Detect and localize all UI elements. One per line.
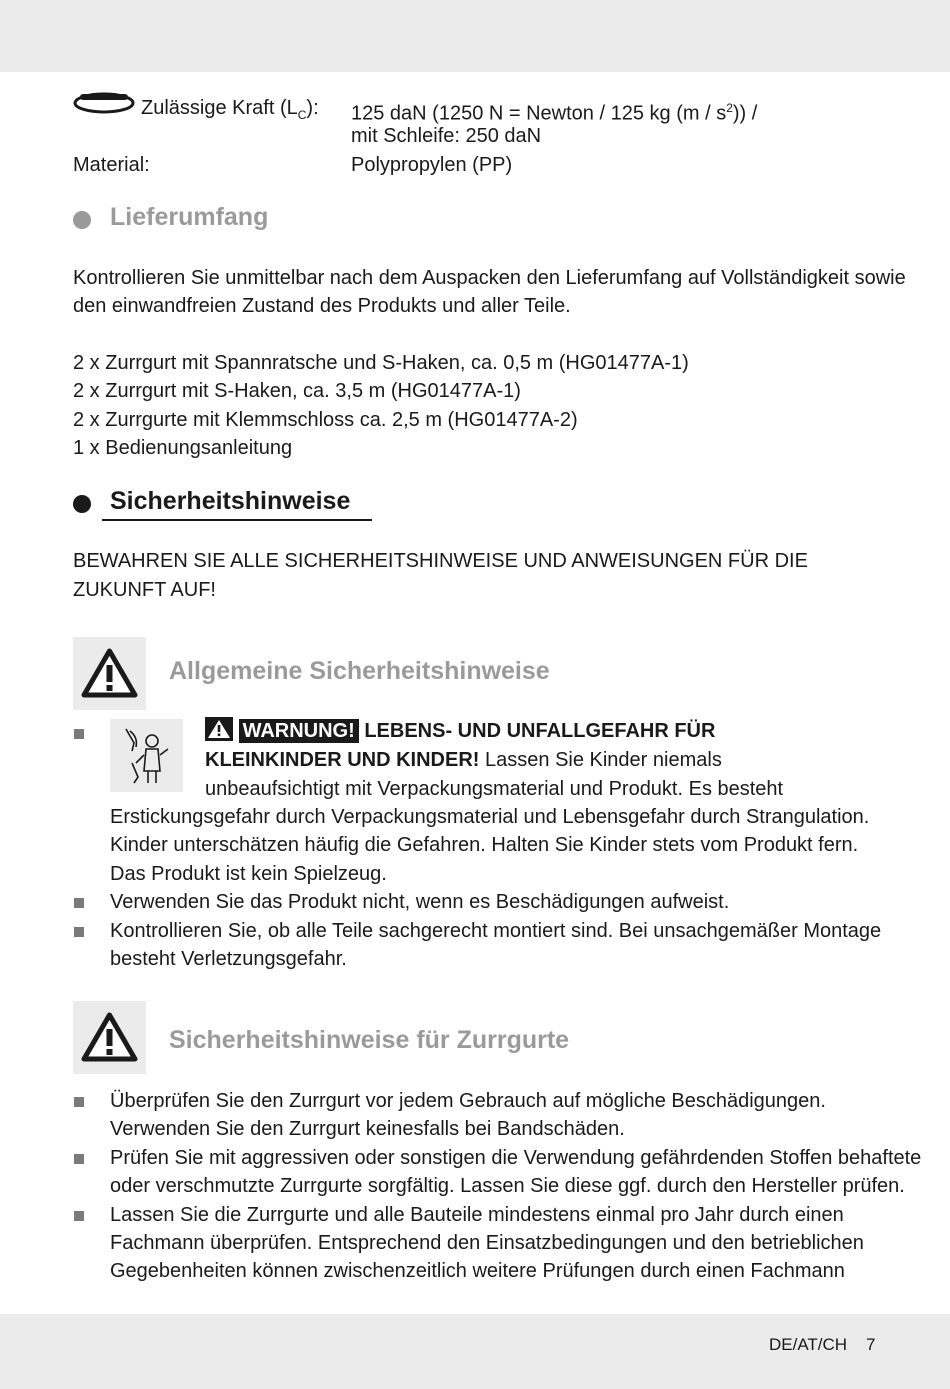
heading-sicherheitshinweise: Sicherheitshinweise [110,487,351,515]
list-item: 2 x Zurrgurte mit Klemmschloss ca. 2,5 m (HG01477A-2) [73,409,578,431]
bullet-square [74,898,84,908]
warning-triangle-icon [73,1001,146,1074]
bullet-square [74,927,84,937]
bullet-square [74,1154,84,1164]
warning-panel [73,637,146,710]
loop-icon [72,90,136,116]
warning-line-6: Das Produkt ist kein Spielzeug. [110,863,387,885]
top-margin-band [0,0,950,72]
page-number: 7 [866,1335,876,1354]
bullet-text: Verwenden Sie das Produkt nicht, wenn es Beschädigungen aufweist. [110,891,730,913]
bullet-text: Überprüfen Sie den Zurrgurt vor jedem Gebrauch auf mögliche Beschädigungen. [110,1090,826,1112]
warning-panel [73,1001,146,1074]
bullet-text: Verwenden Sie den Zurrgurt keinesfalls bei Bandschäden. [110,1118,625,1140]
bullet-text: Lassen Sie die Zurrgurte und alle Bauteile mindestens einmal pro Jahr durch einen [110,1204,844,1226]
force-value-loop: mit Schleife: 250 daN [351,125,542,147]
section-bullet [73,211,91,229]
material-value: Polypropylen (PP) [351,154,513,176]
bullet-square [74,729,84,739]
bullet-text: Kontrollieren Sie, ob alle Teile sachgerecht montiert sind. Bei unsachgemäßer Montage [110,920,882,942]
heading-lieferumfang: Lieferumfang [110,203,269,231]
bullet-text: Gegebenheiten können zwischenzeitlich weitere Prüfungen durch einen Fachmann [110,1260,845,1282]
child-warning-panel [110,719,183,792]
bullet-text: oder verschmutzte Zurrgurte sorgfältig. Lassen Sie diese ggf. durch den Hersteller prüfen. [110,1175,905,1197]
list-item: 2 x Zurrgurt mit Spannratsche und S-Haken, ca. 0,5 m (HG01477A-1) [73,352,689,374]
lieferumfang-intro-1: Kontrollieren Sie unmittelbar nach dem Auspacken den Lieferumfang auf Vollständigkeit sowie [73,267,906,289]
warning-badge: WARNUNG! [239,719,359,743]
lieferumfang-intro-2: den einwandfreien Zustand des Produkts und aller Teile. [73,295,571,317]
warning-triangle-icon [205,717,233,741]
heading-underline [102,519,372,521]
bullet-text: besteht Verletzungsgefahr. [110,948,347,970]
warning-heading-1 [205,717,715,745]
bullet-square [74,1211,84,1221]
section-bullet [73,495,91,513]
force-value: 125 daN (1250 N = Newton / 125 kg $(m / s^2)$) / [351,101,758,125]
footer-band [0,1314,950,1389]
warning-bold-text: LEBENS- UND UNFALLGEFAHR FÜR [364,720,716,742]
force-label: Zulässige Kraft $(L_C)$: [141,97,319,122]
footer-locale: DE/AT/CH [769,1335,848,1354]
child-strangulation-icon [110,719,183,792]
material-label: Material: [73,154,150,176]
keep-instructions-line-1: BEWAHREN SIE ALLE SICHERHEITSHINWEISE UND ANWEISUNGEN FÜR DIE [73,550,808,572]
warning-line-4: Erstickungsgefahr durch Verpackungsmaterial und Lebensgefahr durch Strangulation. [110,806,870,828]
warning-line-3: unbeaufsichtigt mit Verpackungsmaterial und Produkt. Es besteht [205,778,784,800]
list-item: 2 x Zurrgurt mit S-Haken, ca. 3,5 m (HG01477A-1) [73,380,521,402]
bullet-text: Prüfen Sie mit aggressiven oder sonstigen die Verwendung gefährdenden Stoffen behaftete [110,1147,922,1169]
bullet-square [74,1097,84,1107]
keep-instructions-line-2: ZUKUNFT AUF! [73,579,216,601]
warning-line-5: Kinder unterschätzen häufig die Gefahren. Halten Sie Kinder stets vom Produkt fern. [110,834,859,856]
bullet-text: Fachmann überprüfen. Entsprechend den Einsatzbedingungen und den betrieblichen [110,1232,864,1254]
list-item: 1 x Bedienungsanleitung [73,437,293,459]
warning-triangle-icon [73,637,146,710]
warning-line-2: KLEINKINDER UND KINDER! Lassen Sie Kinder niemals [205,749,722,771]
heading-allgemeine: Allgemeine Sicherheitshinweise [169,657,550,685]
heading-zurrgurte: Sicherheitshinweise für Zurrgurte [169,1026,570,1054]
